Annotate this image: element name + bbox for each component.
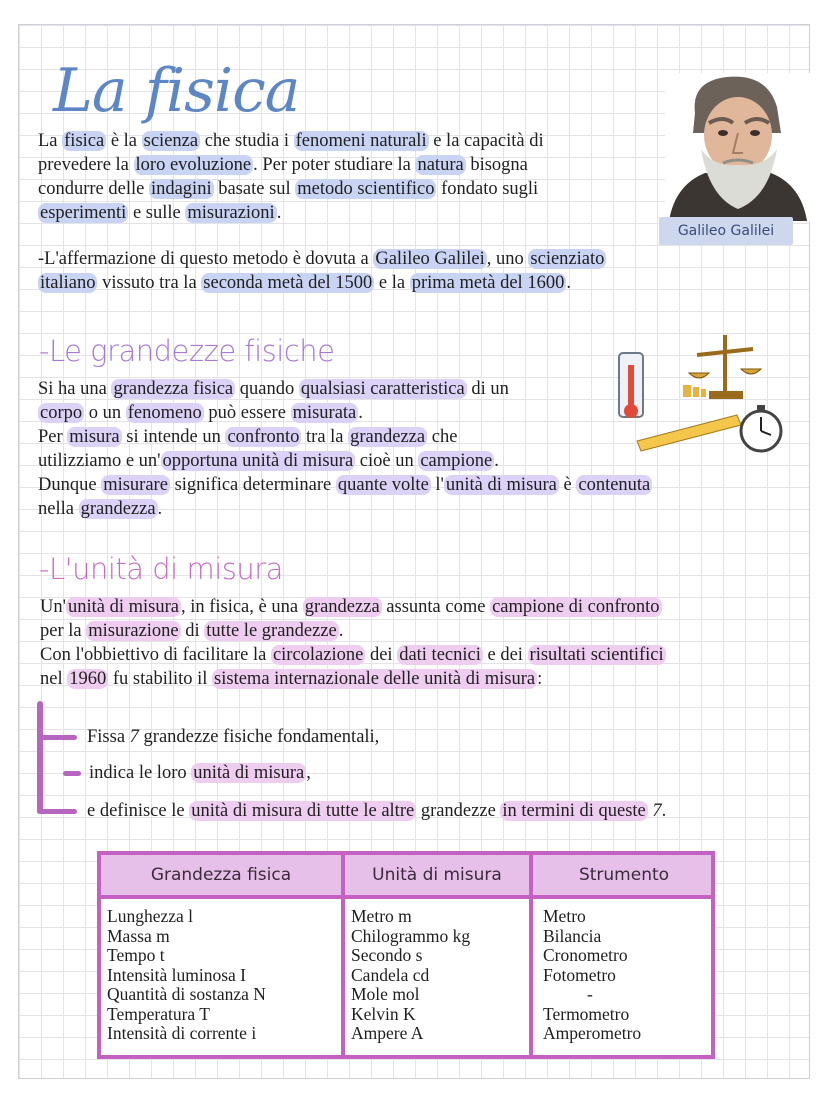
- misurare-paragraph: [38, 473, 798, 521]
- intro-line-1: La fisica è la scienza che studia i fenomeni naturali e la capacità di: [38, 131, 544, 151]
- col-grandezza: [107, 907, 266, 1044]
- table-cell: Intensità di corrente i: [107, 1023, 257, 1043]
- intro-line-4: esperimenti e sulle misurazioni .: [40, 203, 282, 223]
- table-cell: Bilancia: [543, 925, 602, 946]
- col-unita: [351, 907, 470, 1044]
- grandezze-line-1: Si ha una grandezza fisica quando qualsiasi caratteristica di un: [38, 379, 509, 399]
- list-bracket: [37, 701, 43, 813]
- page-title: La fisica: [53, 56, 300, 126]
- table-cell: Massa m: [107, 925, 170, 946]
- misurare-line-1: Dunque misurare significa determinare quante volte l' unità di misura è contenuta: [38, 475, 651, 495]
- table-cell: Kelvin K: [351, 1003, 416, 1024]
- galileo-paragraph: [38, 247, 798, 295]
- intro-line-2: prevedere la loro evoluzione . Per poter studiare la natura bisogna: [38, 155, 528, 175]
- table-cell: Candela cd: [351, 964, 430, 985]
- header-unita: Unità di misura: [372, 865, 502, 885]
- table-cell: Secondo s: [351, 945, 423, 965]
- measuring-tools-icon: [613, 331, 789, 455]
- grandezze-line-4: utilizziamo e un' opportuna unità di misura cioè un campione .: [38, 451, 499, 471]
- table-cell: -: [587, 984, 593, 1004]
- table-cell: Cronometro: [543, 945, 628, 965]
- table-divider-2: [529, 855, 533, 1055]
- list-item-3: e definisce le unità di misura di tutte le altre grandezze in termini di queste 7.: [87, 801, 667, 821]
- list-item-2: indica le loro unità di misura ,: [89, 763, 311, 783]
- section-heading-grandezze: -Le grandezze fisiche: [39, 334, 335, 368]
- misurare-line-2: nella grandezza .: [38, 499, 163, 519]
- table-cell: Metro: [543, 906, 586, 926]
- table-cell: Intensità luminosa I: [107, 964, 247, 985]
- header-strumento: Strumento: [578, 865, 670, 885]
- table-header: [101, 855, 711, 899]
- portrait-caption: Galileo Galilei: [659, 217, 793, 245]
- unita-paragraph: [40, 595, 800, 691]
- list-item-1: Fissa 7 grandezze fisiche fondamentali,: [87, 727, 380, 747]
- table-divider-1: [341, 855, 345, 1055]
- galileo-line-2: italiano vissuto tra la seconda metà del 1500 e la prima metà del 1600 .: [40, 273, 571, 293]
- table-cell: Mole mol: [351, 984, 420, 1004]
- table-cell: Temperatura T: [107, 1003, 210, 1024]
- table-cell: Chilogrammo kg: [351, 925, 471, 946]
- intro-paragraph: [38, 129, 658, 225]
- grandezze-line-2: corpo o un fenomeno può essere misurata .: [40, 403, 363, 423]
- list-tick-2: [63, 771, 81, 776]
- table-cell: Fotometro: [543, 964, 616, 985]
- unita-line-3: Con l'obbiettivo di facilitare la circolazione dei dati tecnici e dei risultati scientifici: [40, 645, 664, 665]
- list-tick-1: [37, 735, 77, 740]
- galileo-portrait-icon: [665, 73, 811, 221]
- intro-line-3: condurre delle indagini basate sul metodo scientifico fondato sugli: [38, 179, 539, 199]
- col-strumento: [543, 907, 641, 1044]
- unita-line-4: nel 1960 fu stabilito il sistema internazionale delle unità di misura :: [40, 669, 543, 689]
- table-cell: Lunghezza l: [107, 906, 193, 926]
- unita-line-2: per la misurazione di tutte le grandezze .: [40, 621, 344, 641]
- table-cell: Amperometro: [543, 1023, 642, 1043]
- table-cell: Tempo t: [107, 945, 165, 965]
- table-cell: Metro m: [351, 906, 412, 926]
- table-cell: Quantità di sostanza N: [107, 984, 266, 1004]
- grandezze-paragraph: [38, 377, 638, 473]
- notebook-page: [18, 24, 810, 1079]
- galileo-line-1: -L'affermazione di questo metodo è dovuta a Galileo Galilei , uno scienziato: [38, 249, 605, 269]
- section-heading-unita: -L'unità di misura: [39, 552, 283, 586]
- grandezze-line-3: Per misura si intende un confronto tra la grandezza che: [38, 427, 458, 447]
- table-cell: Ampere A: [351, 1023, 424, 1043]
- header-grandezza: Grandezza fisica: [150, 865, 292, 885]
- si-units-table: [97, 851, 715, 1059]
- table-cell: Termometro: [543, 1003, 630, 1024]
- list-tick-3: [37, 809, 77, 814]
- unita-line-1: Un' unità di misura , in fisica, è una grandezza assunta come campione di confronto: [40, 597, 660, 617]
